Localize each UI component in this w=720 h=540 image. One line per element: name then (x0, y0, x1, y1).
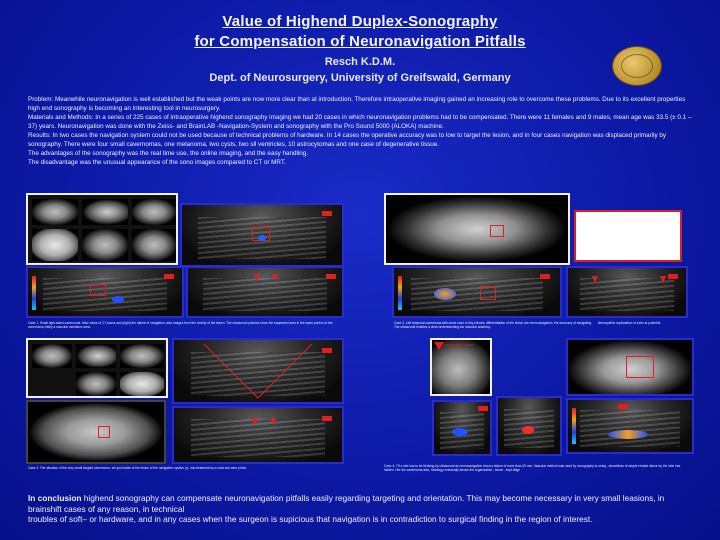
red-tag (322, 348, 332, 353)
red-tag (618, 404, 628, 409)
lesion-marker (98, 426, 110, 438)
case3-nav-screens (26, 338, 168, 398)
red-tag (668, 274, 678, 279)
case2-caption: Case 2. Left temporal cavernoma with some cave in tiny echoes, differentiation of the lesion are neuronavigation, the accuracy of navigating. The ultrasound enables a clear understanding too vascular anatomy. (394, 321, 593, 330)
case4-ultrasound-right (566, 398, 694, 454)
case2-ultrasound-right (566, 266, 688, 318)
mri-thumb (76, 344, 116, 368)
lesion-marker (626, 356, 654, 378)
doppler-flow (258, 235, 266, 241)
arrow-marker (270, 418, 276, 425)
arrow-marker (592, 276, 598, 283)
lesion-marker (90, 284, 106, 296)
doppler-flow (608, 430, 648, 439)
case4-caption: Case 4. 7% Lobe has to be thinking by ultrasound as neuronavigation show a failure of more than 25 mm. Vascular method was used by sonography to-using , deccellular of simple related above by the lobe has hidden. Her the cavernoma also, histology eventually shows the organization , lesion , kept-fidge (384, 464, 681, 473)
doppler-flow (434, 288, 456, 300)
results-paragraph: Results: In two cases the navigation system could not be used because of technical problems of hardware. In 14 cases the operative accuracy was to low to target the lesion, and in four cases navigation was displaced primarily by sonography. There were four small cavernomas, one melanoma, two cysts, two sll ventricles, 10 astrocytomas and one case of degenerative tissue. (28, 132, 667, 148)
case2-white-image (574, 210, 682, 262)
author: Resch K.D.M. (324, 56, 396, 68)
doppler-colorbar (398, 276, 402, 310)
poster-title-line-1: Value of Highend Duplex-Sonography (222, 13, 498, 30)
doppler-colorbar (572, 408, 576, 444)
mri-coronal-thumb (132, 199, 176, 225)
disadvantage-paragraph: The disadvantage was the unusual appearance of the sono images compared to CT or MRT. (28, 159, 286, 166)
mri-axial-thumb (32, 199, 78, 225)
red-tag (478, 406, 488, 411)
case3-ultrasound-top (172, 338, 344, 404)
doppler-flow (112, 296, 124, 303)
university-seal-logo (612, 46, 662, 86)
conclusion-lead: In conclusion (28, 493, 82, 503)
case4-ultrasound-center (496, 396, 562, 456)
lesion-marker (490, 225, 504, 237)
case1-navigation-screens (26, 193, 178, 265)
arrow-marker (660, 276, 666, 283)
case1-ultrasound-bottom-right (186, 266, 344, 318)
conclusion-text-2: troubles of soft– or hardware, and in any cases when the surgeon is supicious that navigation is in contradiction to surgical finding in the region of interest. (28, 514, 593, 524)
red-tag (326, 274, 336, 279)
red-tag (540, 274, 550, 279)
pointer-icon (434, 342, 444, 350)
doppler-colorbar (32, 276, 36, 310)
conclusion-text: highend sonography can compensate neuronavigation pitfalls easily regarding targeting and orientation. This may become necessary in very small leasions, in brainshift cases of any reason, in technical (28, 493, 665, 514)
doppler-flow (522, 426, 534, 434)
mri-axial-thumb-2 (82, 229, 128, 261)
case2b-caption: Neuropathic explanation of echo at potential. (598, 321, 662, 325)
sector-outline (174, 340, 342, 402)
case1-caption: Case 1. Small right-sided cavernoma. Misc views of CT-scans and (right) the failure of navigation, also images from the vicinity of the lesion. The ultrasound pictures show the suspected area in the lower portion of the cavernoma, likely a vascular variations area. (28, 321, 333, 330)
case1-ultrasound-bottom-left (26, 266, 184, 318)
3d-head-render (32, 229, 78, 261)
title-block (0, 12, 720, 84)
problem-paragraph: Problem: Meanwhile neuronavigation is well established but the weak points are now more clear than at introduction. Therefore intraoperative imaging gained an increasing role to overcome these problems. Due to its excellent properties high end sonography is becoming an interesting tool in neurosurgery. (28, 96, 686, 112)
case4-navigation-screen (430, 338, 492, 396)
mri-thumb (32, 344, 72, 368)
lesion-marker (480, 286, 496, 300)
case4-ultrasound-left (432, 400, 492, 456)
arrow-marker (254, 274, 260, 281)
arrow-marker (272, 274, 278, 281)
poster-title-line-2: for Compensation of Neuronavigation Pitfalls (194, 33, 526, 50)
navigation-offset-label: navigation offset (444, 342, 474, 347)
case2-mri-axial (384, 193, 570, 265)
red-tag (164, 274, 174, 279)
body-text (28, 95, 694, 167)
methods-paragraph: Materials and Methods: In a series of 225 cases of intraoperative highend sonography imaging we had 20 cases in which neuronavigation problems had to be compensated. There were 11 females and 9 males, mean age was 33.5 (± 0.1 – 37) years. Neuronavigation was done with the Zeiss- and BrainLAB -Navigation-System and sonography with the Pro Sound 5000 (ALOKA) machine. (28, 114, 692, 130)
case3-caption: Case 3. The situation of the very small singled cavernoma, sm just inside of the lesion of the navigation system (r), mis-treatment by a local sub aero probe. (28, 466, 248, 470)
conclusion (28, 493, 698, 525)
mri-sagittal-thumb (82, 199, 128, 225)
mri-axial-thumb-3 (132, 229, 176, 261)
red-tag (322, 416, 332, 421)
case3-mri-axial (26, 400, 166, 464)
case1-ultrasound-top (180, 203, 344, 267)
advantages-paragraph: The advantages of the sonography was the real time use, the online imaging, and the easy handling. (28, 150, 309, 157)
case3-ultrasound-bottom (172, 406, 344, 464)
red-tag (322, 211, 332, 216)
department: Dept. of Neurosurgery, University of Greifswald, Germany (209, 72, 511, 84)
mri-thumb (120, 344, 164, 368)
case4-mri-sagittal (566, 338, 694, 396)
doppler-flow (452, 428, 468, 436)
mri-thumb (76, 372, 116, 396)
case2-ultrasound-left (392, 266, 562, 318)
3d-head-render (120, 372, 164, 396)
arrow-marker (252, 418, 258, 425)
